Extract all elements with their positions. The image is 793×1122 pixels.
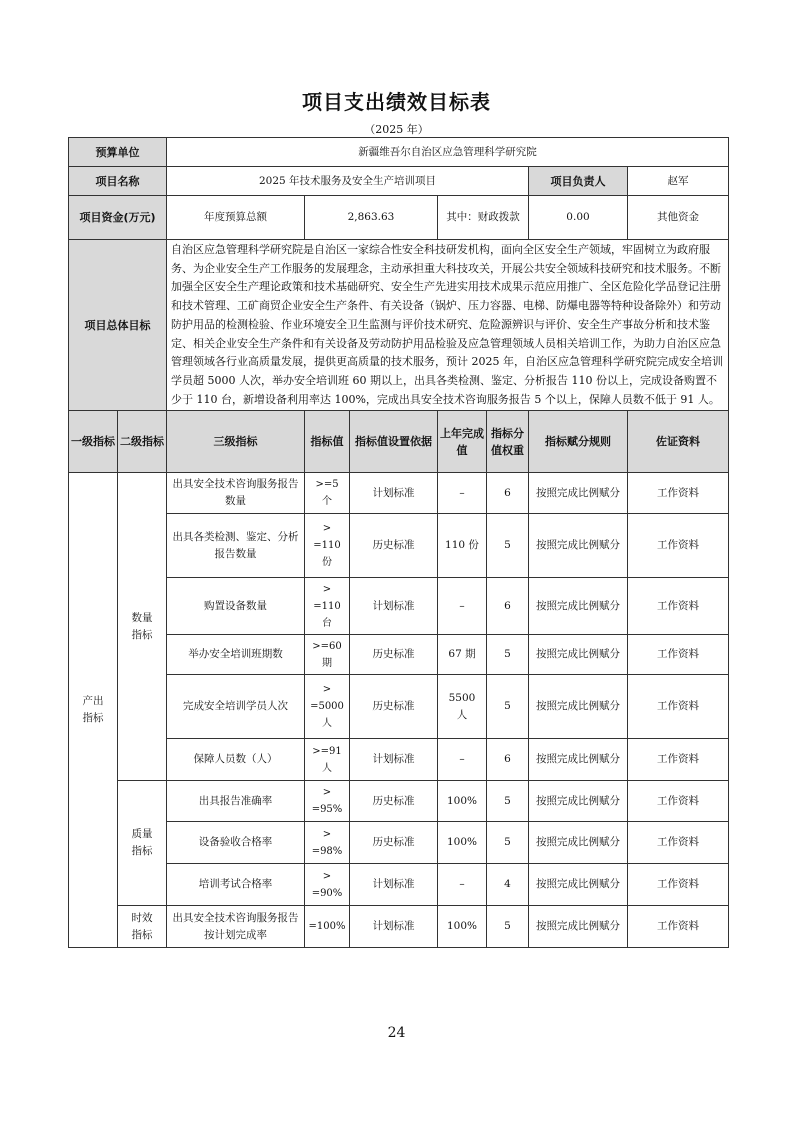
header-weight: 指标分值权重: [487, 411, 529, 473]
row-evidence: 工作资料: [628, 635, 729, 675]
row-weight: 5: [487, 514, 529, 578]
performance-table: [68, 137, 729, 948]
budget-unit-value: 新疆维吾尔自治区应急管理科学研究院: [167, 138, 729, 167]
row-basis: 历史标准: [350, 635, 438, 675]
project-name-row: [69, 167, 729, 196]
row-rule: 按照完成比例赋分: [529, 578, 628, 635]
table-row: [69, 635, 729, 675]
row-evidence: 工作资料: [628, 822, 729, 864]
header-last-year: 上年完成值: [438, 411, 487, 473]
row-name: 举办安全培训班期数: [167, 635, 305, 675]
row-basis: 计划标准: [350, 578, 438, 635]
row-value: > =90%: [305, 864, 350, 906]
row-evidence: 工作资料: [628, 578, 729, 635]
page-title: 项目支出绩效目标表: [302, 90, 491, 114]
row-last-year: 110 份: [438, 514, 487, 578]
header-value: 指标值: [305, 411, 350, 473]
row-basis: 计划标准: [350, 739, 438, 781]
row-rule: 按照完成比例赋分: [529, 864, 628, 906]
row-weight: 5: [487, 781, 529, 822]
project-leader-value: 赵军: [628, 167, 729, 196]
header-basis: 指标值设置依据: [350, 411, 438, 473]
project-name-label: 项目名称: [69, 167, 167, 196]
project-funds-row: [69, 196, 729, 240]
budget-unit-row: [69, 138, 729, 167]
row-name: 出具报告准确率: [167, 781, 305, 822]
header-rule: 指标赋分规则: [529, 411, 628, 473]
row-name: 保障人员数（人）: [167, 739, 305, 781]
row-value: > =5000 人: [305, 675, 350, 739]
header-level3: 三级指标: [167, 411, 305, 473]
table-row: [69, 514, 729, 578]
table-row: [69, 822, 729, 864]
row-evidence: 工作资料: [628, 473, 729, 514]
page-number: 24: [387, 1025, 406, 1041]
header-level1: 一级指标: [69, 411, 118, 473]
table-row: [69, 864, 729, 906]
other-funds-label: 其他资金: [628, 196, 729, 240]
level2-quantity: 数量 指标: [118, 473, 167, 781]
row-evidence: 工作资料: [628, 675, 729, 739]
row-name: 出具安全技术咨询服务报告数量: [167, 473, 305, 514]
row-weight: 4: [487, 864, 529, 906]
row-value: >=60 期: [305, 635, 350, 675]
row-evidence: 工作资料: [628, 906, 729, 948]
row-basis: 计划标准: [350, 473, 438, 514]
table-row: [69, 675, 729, 739]
row-weight: 6: [487, 578, 529, 635]
table-row: [69, 739, 729, 781]
row-rule: 按照完成比例赋分: [529, 781, 628, 822]
overall-goal-label: 项目总体目标: [69, 240, 167, 411]
level2-timeliness: 时效 指标: [118, 906, 167, 948]
row-last-year: 100%: [438, 822, 487, 864]
row-rule: 按照完成比例赋分: [529, 514, 628, 578]
row-last-year: 100%: [438, 781, 487, 822]
project-leader-label: 项目负责人: [529, 167, 628, 196]
row-last-year: 100%: [438, 906, 487, 948]
header-level2: 二级指标: [118, 411, 167, 473]
fiscal-alloc-label: 其中：财政拨款: [438, 196, 529, 240]
row-weight: 5: [487, 635, 529, 675]
row-name: 培训考试合格率: [167, 864, 305, 906]
row-name: 出具安全技术咨询服务报告按计划完成率: [167, 906, 305, 948]
header-evidence: 佐证资料: [628, 411, 729, 473]
row-last-year: –: [438, 864, 487, 906]
row-value: > =98%: [305, 822, 350, 864]
budget-unit-label: 预算单位: [69, 138, 167, 167]
row-name: 出具各类检测、鉴定、分析报告数量: [167, 514, 305, 578]
year-note: （2025 年）: [364, 123, 429, 136]
row-basis: 历史标准: [350, 822, 438, 864]
row-value: > =110 台: [305, 578, 350, 635]
row-name: 购置设备数量: [167, 578, 305, 635]
row-basis: 计划标准: [350, 906, 438, 948]
row-last-year: –: [438, 473, 487, 514]
row-basis: 历史标准: [350, 675, 438, 739]
row-evidence: 工作资料: [628, 514, 729, 578]
row-weight: 6: [487, 739, 529, 781]
row-basis: 历史标准: [350, 514, 438, 578]
table-row: [69, 906, 729, 948]
row-weight: 5: [487, 822, 529, 864]
annual-total-label: 年度预算总额: [167, 196, 305, 240]
row-rule: 按照完成比例赋分: [529, 635, 628, 675]
row-weight: 5: [487, 906, 529, 948]
row-last-year: 67 期: [438, 635, 487, 675]
annual-total-value: 2,863.63: [305, 196, 438, 240]
overall-goal-text: 自治区应急管理科学研究院是自治区一家综合性安全科技研发机构，面向全区安全生产领域，牢固树立为政府服务、为企业安全生产工作服务的发展理念，主动承担重大科技攻关，开展公共安全领域科技研究和技术服务。不断加强全区安全生产理论政策和技术基础研究、安全生产先进实用技术成果示范应用推广、全区危险化学品登记注册和技术管理、工矿商贸企业安全生产条件、有关设备（锅炉、压力容器、电梯、防爆电器等特种设备除外）和劳动防护用品的检测检验、作业环境安全卫生监测与评价技术研究、危险源辨识与评价、安全生产事故分析和技术鉴定、相关企业安全生产条件和有关设备及劳动防护用品检验及应急管理领域人员相关培训工作，为助力自治区应急管理领域各行业高质量发展，提供更高质量的技术服务，预计 2025 年，自治区应急管理科学研究院完成安全培训学员超 5000 人次，举办安全培训班 60 期以上，出具各类检测、鉴定、分析报告 110 份以上，完成设备购置不少于 110 台，新增设备利用率达 100%，完成出具安全技术咨询服务报告 5 个以上，保障人员数不低于 91 人。: [167, 240, 729, 411]
fiscal-alloc-value: 0.00: [529, 196, 628, 240]
row-rule: 按照完成比例赋分: [529, 473, 628, 514]
row-value: > =110 份: [305, 514, 350, 578]
row-last-year: 5500 人: [438, 675, 487, 739]
row-basis: 计划标准: [350, 864, 438, 906]
row-weight: 6: [487, 473, 529, 514]
row-rule: 按照完成比例赋分: [529, 822, 628, 864]
row-rule: 按照完成比例赋分: [529, 906, 628, 948]
row-value: >=91 人: [305, 739, 350, 781]
row-value: >=5 个: [305, 473, 350, 514]
row-evidence: 工作资料: [628, 864, 729, 906]
row-evidence: 工作资料: [628, 739, 729, 781]
level2-quality: 质量 指标: [118, 781, 167, 906]
indicator-header-row: [69, 411, 729, 473]
project-name-value: 2025 年技术服务及安全生产培训项目: [167, 167, 529, 196]
project-funds-label: 项目资金(万元): [69, 196, 167, 240]
row-name: 设备验收合格率: [167, 822, 305, 864]
row-value: > =95%: [305, 781, 350, 822]
row-rule: 按照完成比例赋分: [529, 739, 628, 781]
row-last-year: –: [438, 578, 487, 635]
row-last-year: –: [438, 739, 487, 781]
overall-goal-row: [69, 240, 729, 411]
row-weight: 5: [487, 675, 529, 739]
row-rule: 按照完成比例赋分: [529, 675, 628, 739]
row-value: =100%: [305, 906, 350, 948]
row-evidence: 工作资料: [628, 781, 729, 822]
level1-output: 产出 指标: [69, 473, 118, 948]
table-row: [69, 473, 729, 514]
table-row: [69, 578, 729, 635]
row-basis: 历史标准: [350, 781, 438, 822]
table-row: [69, 781, 729, 822]
row-name: 完成安全培训学员人次: [167, 675, 305, 739]
